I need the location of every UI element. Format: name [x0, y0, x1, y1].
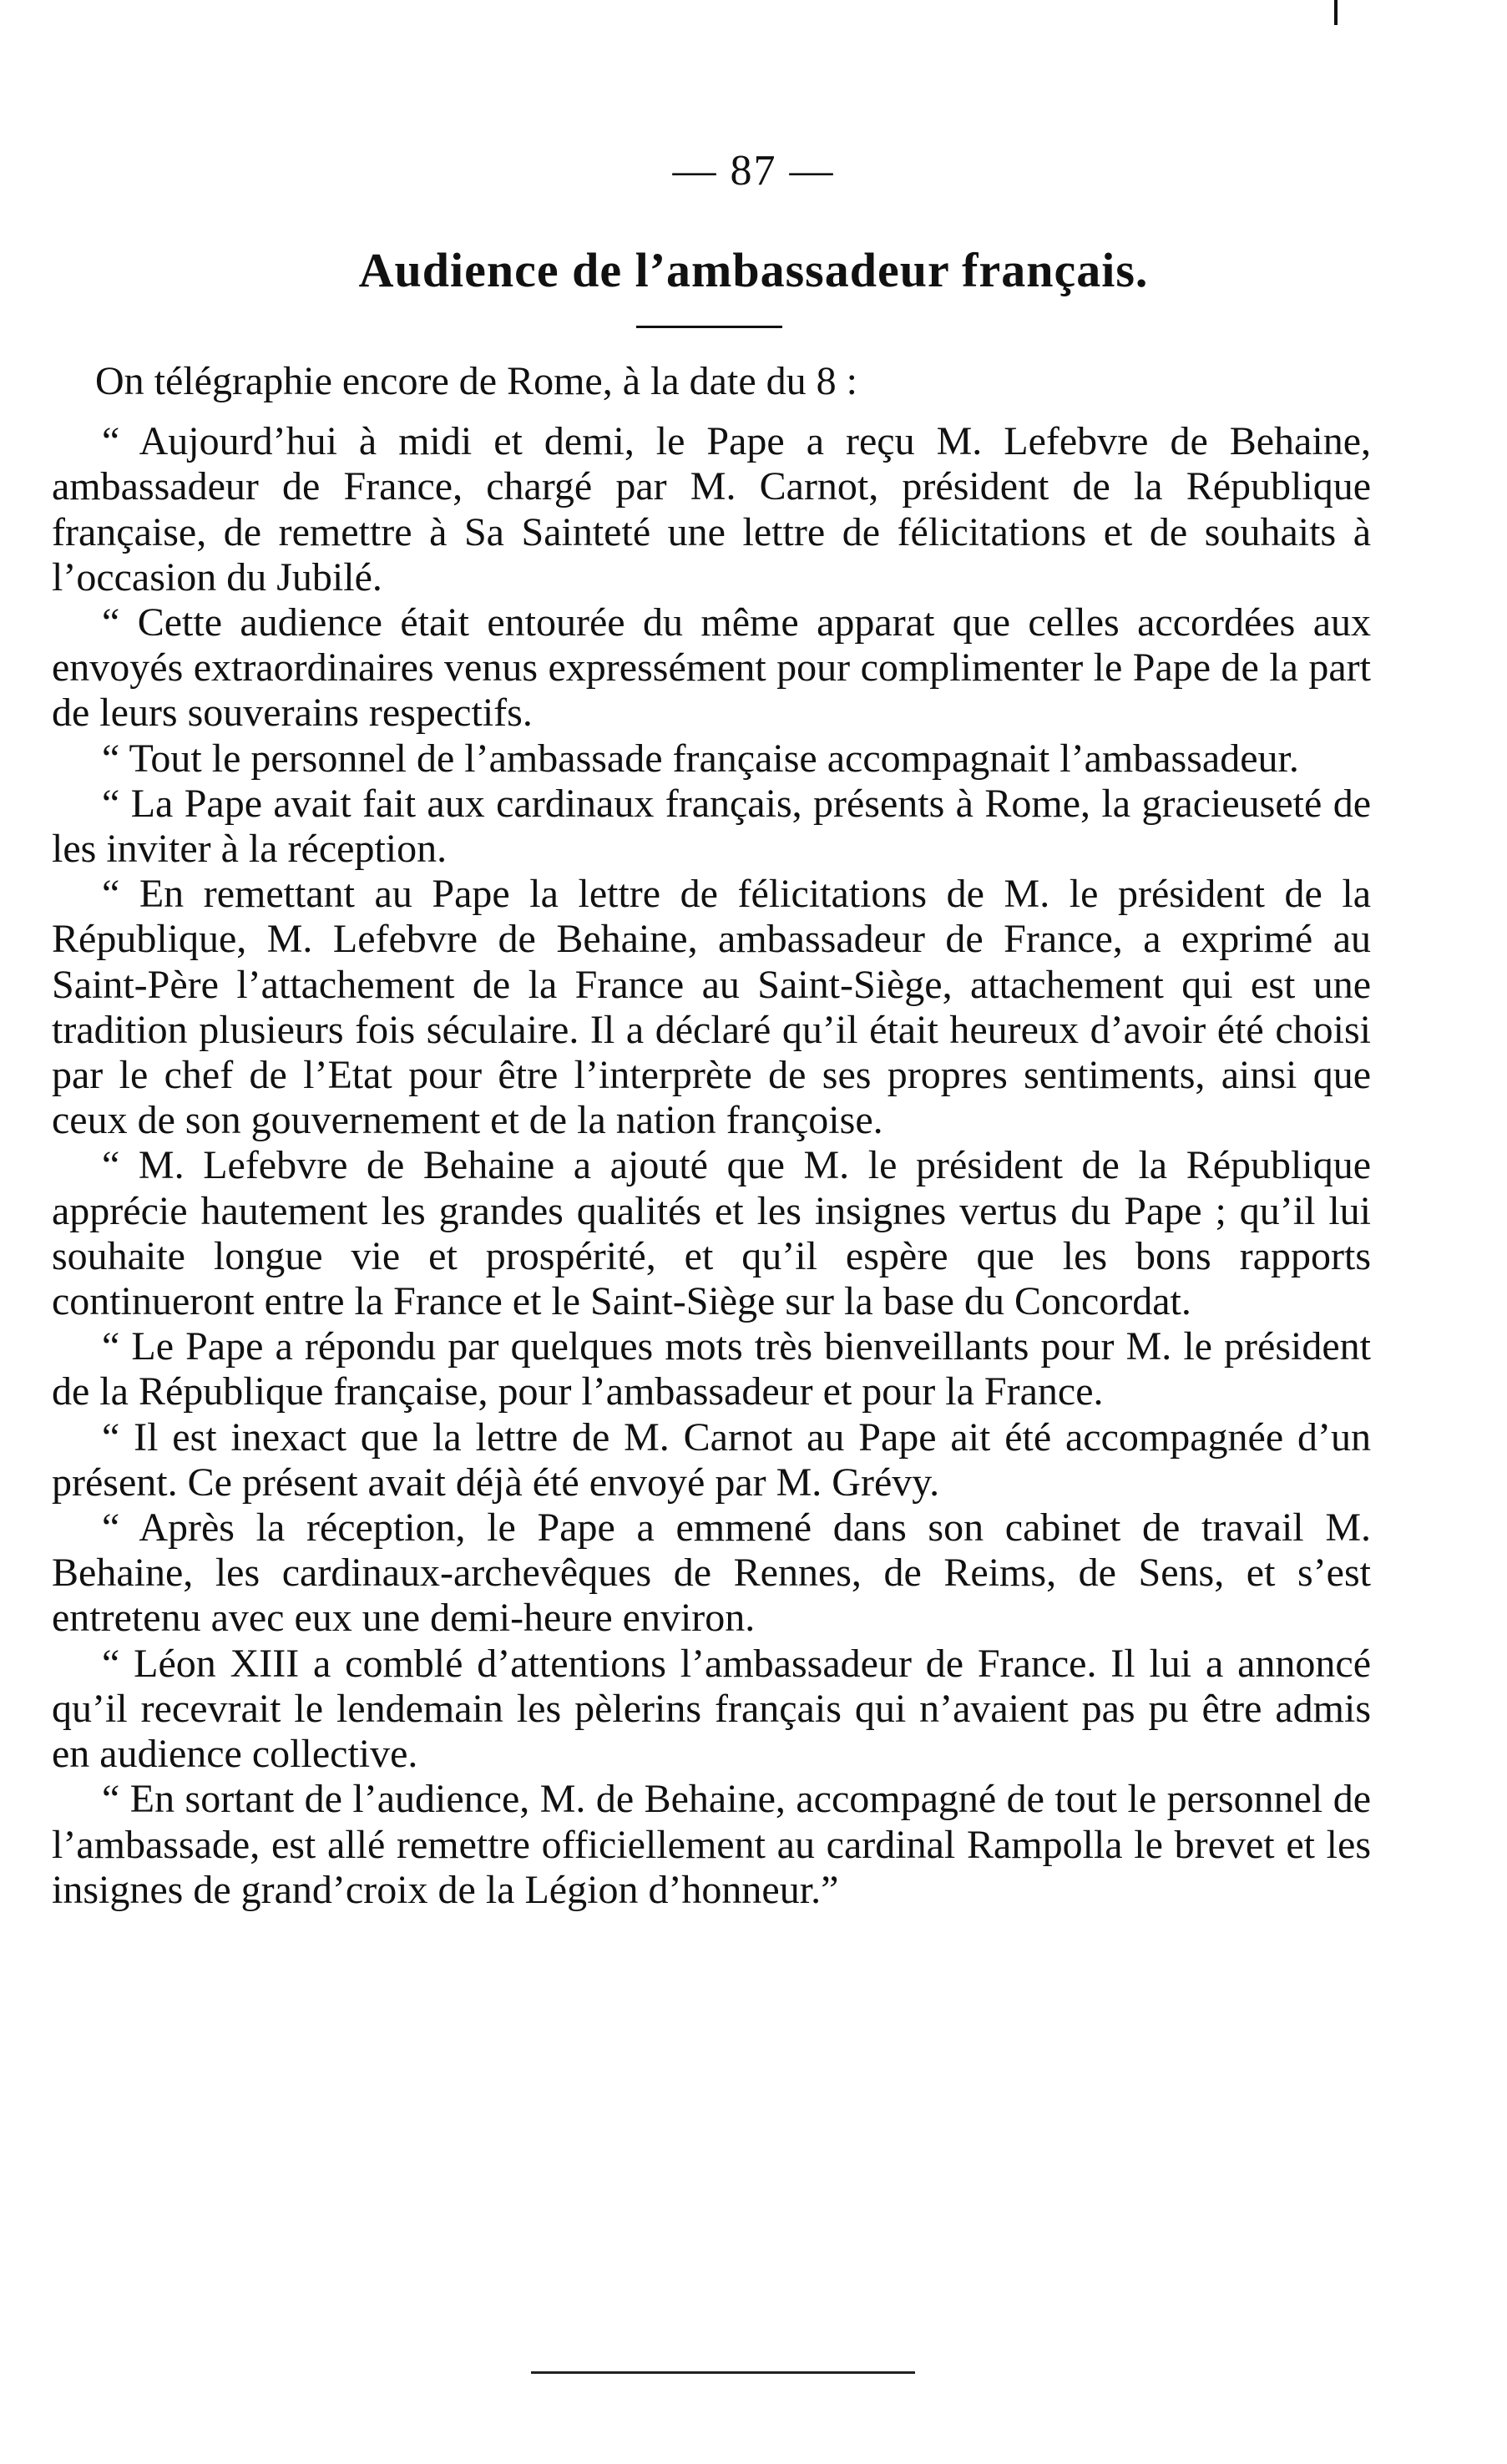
paragraph: “ La Pape avait fait aux cardinaux français, présents à Rome, la gracieuseté de les inviter à la réception.	[52, 781, 1371, 872]
scan-mark	[1334, 0, 1338, 25]
paragraph: “ Tout le personnel de l’ambassade française accompagnait l’ambassadeur.	[102, 736, 1299, 781]
paragraph: “ Le Pape a répondu par quelques mots très bienveillants pour M. le président de la République française, pour l’ambassadeur et pour la France.	[52, 1324, 1371, 1414]
title-divider	[636, 326, 782, 328]
paragraph-intro: On télégraphie encore de Rome, à la date du 8 :	[95, 359, 857, 403]
paragraph: “ Il est inexact que la lettre de M. Carnot au Pape ait été accompagnée d’un présent. Ce présent avait déjà été envoyé par M. Grévy.	[52, 1414, 1371, 1505]
end-divider	[531, 2371, 915, 2374]
paragraph: “ Cette audience était entourée du même apparat que celles accordées aux envoyés extraordinaires venus expressément pour complimenter le Pape de la part de leurs souverains respectifs.	[52, 600, 1371, 736]
paragraph: “ Aujourd’hui à midi et demi, le Pape a reçu M. Lefebvre de Behaine, ambassadeur de France, chargé par M. Carnot, président de la République française, de remettre à Sa Sainteté une lettre de félicitations et de souhaits à l’occasion du Jubilé.	[52, 419, 1371, 600]
page-number: — 87 —	[672, 147, 835, 195]
paragraph: “ Léon XIII a comblé d’attentions l’ambassadeur de France. Il lui a annoncé qu’il recevrait le lendemain les pèlerins français qui n’avaient pas pu être admis en audience collective.	[52, 1641, 1371, 1777]
article-title: Audience de l’ambassadeur français.	[358, 243, 1149, 297]
paragraph: “ Après la réception, le Pape a emmené dans son cabinet de travail M. Behaine, les cardinaux-archevêques de Rennes, de Reims, de Sens, et s’est entretenu avec eux une demi-heure environ.	[52, 1505, 1371, 1641]
paragraph: “ En remettant au Pape la lettre de félicitations de M. le président de la République, M. Lefebvre de Behaine, ambassadeur de France, a exprimé au Saint-Père l’attachement de la France au Saint-Siège, attachement qui est une tradition plusieurs fois séculaire. Il a déclaré qu’il était heureux d’avoir été choisi par le chef de l’Etat pour être l’interprète de ses propres sentiments, ainsi que ceux de son gouvernement et de la nation françoise.	[52, 872, 1371, 1143]
paragraph: “ M. Lefebvre de Behaine a ajouté que M. le président de la République apprécie hautement les grandes qualités et les insignes vertus du Pape ; qu’il lui souhaite longue vie et prospérité, et qu’il espère que les bons rapports continueront entre la France et le Saint-Siège sur la base du Concordat.	[52, 1143, 1371, 1324]
paragraph: “ En sortant de l’audience, M. de Behaine, accompagné de tout le personnel de l’ambassade, est allé remettre officiellement au cardinal Rampolla le brevet et les insignes de grand’croix de la Légion d’honneur.”	[52, 1777, 1371, 1912]
article-body	[52, 359, 1371, 1913]
